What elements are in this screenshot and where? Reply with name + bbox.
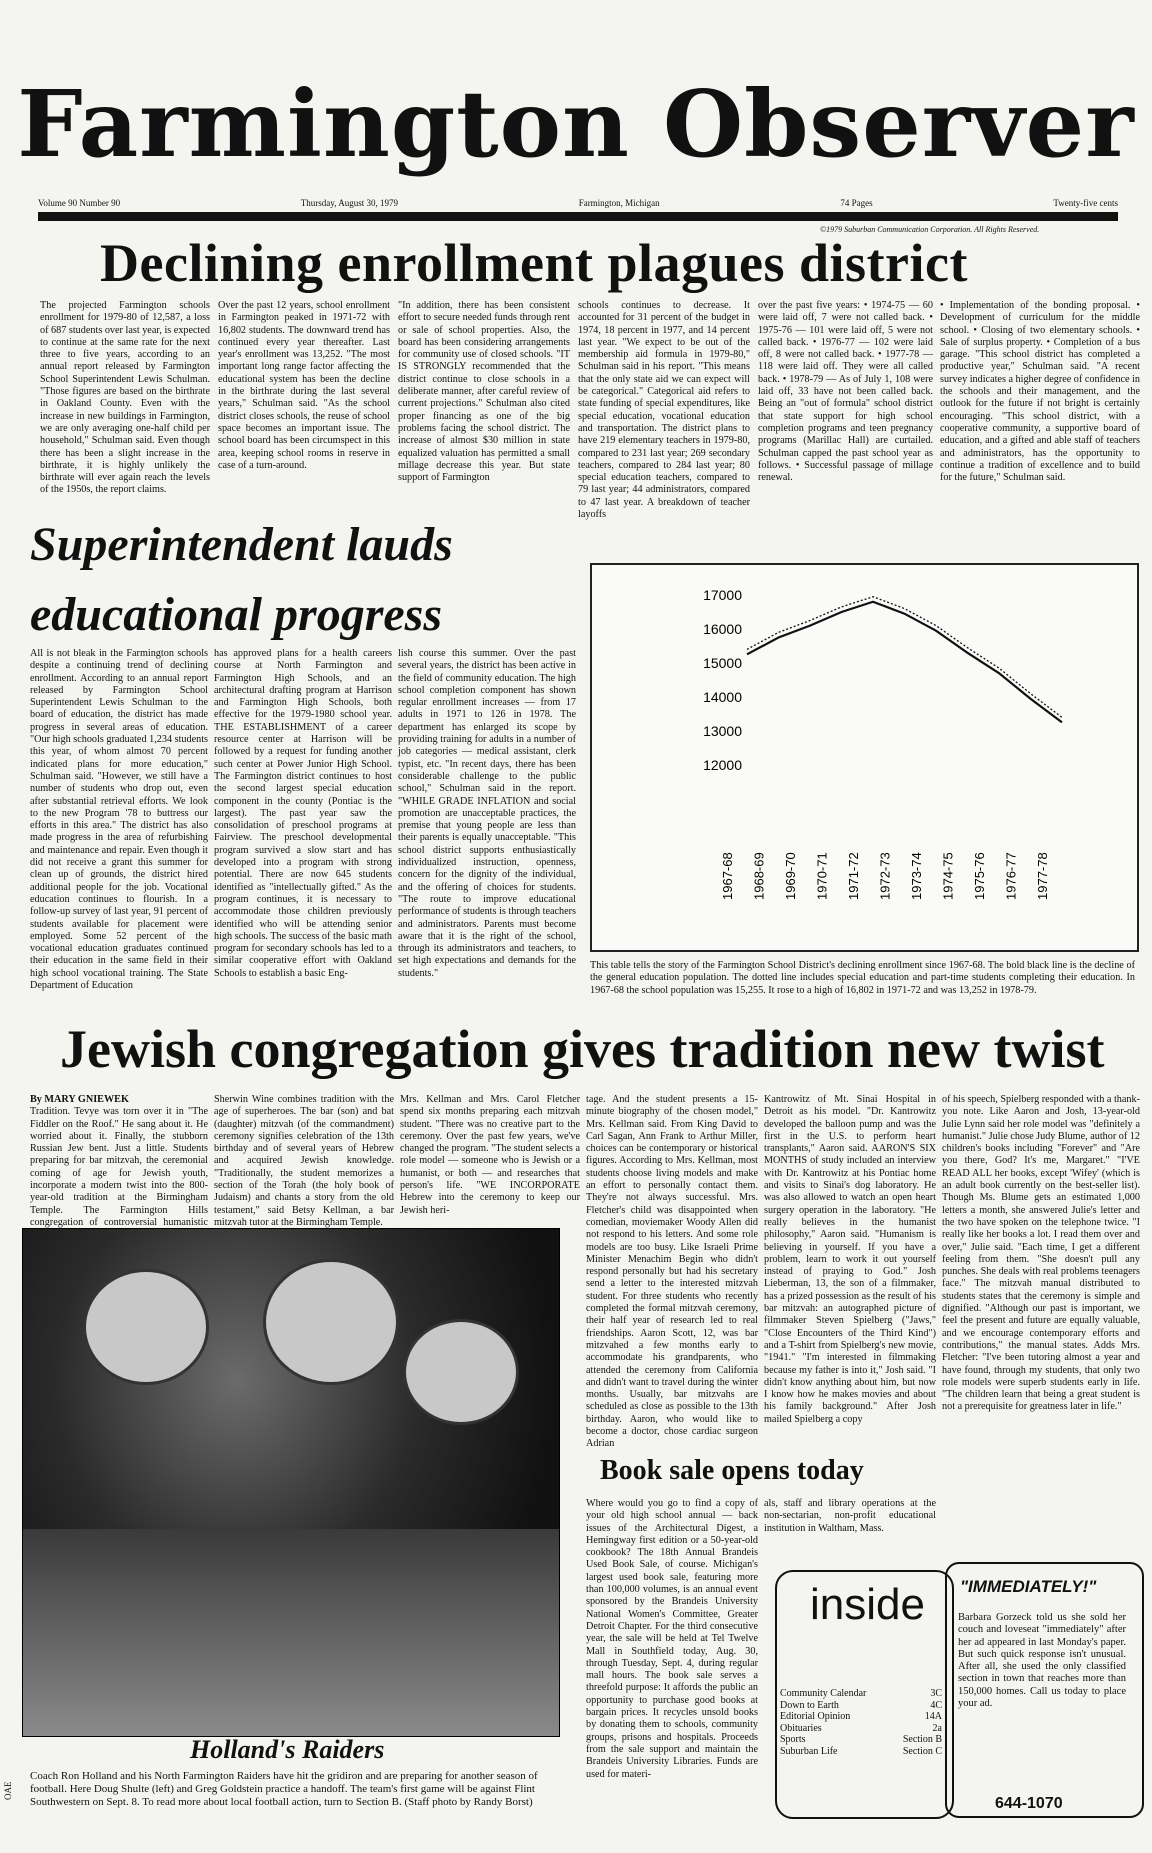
x-tick-label: 1977-78 (1035, 852, 1050, 900)
story3-column-6: of his speech, Spielberg responded with a thank-you note. Like Aaron and Josh, 13-year-old Julie Lynn said her role model was "definitely a humanist." Julie chose Judy Blume, author of 12 children's books including "Forever" and "Are you there, God? It's me, Margaret." "I'VE READ ALL her books, except 'Wifey' (which is an adult book currently on the best-seller list). Though Ms. Blume gets an estimated 1,000 letters a month, she answered Julie's letter and the two have spoken on the telephone twice. "I really like her books a lot. I read them over and over," Julie said. "Each time, I get a different feeling from them. "She doesn't pull any punches. She deals with real problems teenagers face." The mitzvah manual distributed to students states that the ceremony is simple and dignified. "Although our past is important, we feel the present and future are equally valuable, and we encourage contemporary efforts and contributions," the manual states. Adds Mrs. Fletcher: "I've been tutoring almost a year and have found, through my students, that only two role models were superb students early in life. "The children learn that being a great student is not a prerequisite for greatness later in life." (942, 1094, 1140, 1413)
story1-column-3: "In addition, there has been consistent effort to secure needed funds through rent or sale of school properties. Also, the board has been considering arrangements for community use of closed schools. "IT IS STRONGLY recommended that the district continue to close schools in a deliberate manner, after careful review of current projections." Schulman also cited proper financing as one of the big problems facing the school district. The increase of almost $30 million in state equalized valuation has permitted a small millage decrease this year. But state support of Farmington (398, 300, 570, 484)
story4-column-1: Where would you go to find a copy of your old high school annual — back issues of the Architectural Digest, a Hemingway first edition or a 50-year-old cookbook? The 18th Annual Brandeis Used Book Sale, of course. Michigan's largest used book sale, featuring more than 100,000 volumes, is an annual event sponsored by the Brandeis University National Women's Committee, Greater Detroit Chapter. For the third consecutive year, the sale will be held at Tel Twelve Mall in Southfield today, Aug. 30, through Tuesday, Sept. 4, during regular mall hours. The book sale serves a threefold purpose: It affords the public an opportunity to purchase good books at bargain prices. It recycles unsold books by donating them to schools, community groups, prisons and hospitals. Proceeds from the sale support and maintain the Brandeis University Libraries. Funds are used for materi- (586, 1498, 758, 1780)
x-tick-label: 1971-72 (846, 852, 861, 900)
headline-book-sale: Book sale opens today (600, 1455, 864, 1486)
x-tick-label: 1967-68 (720, 852, 735, 900)
story2-column-2: has approved plans for a health careers course at North Farmington and Farmington High Schools, and an architectural drafting program at Harrison and Farmington High Schools, both effective for the 1979-1980 school year. THE ESTABLISHMENT of a career resource center at Harrison will be followed by a request for funding another such center at Power Junior High School. The Farmington district continues to host the second largest special education component in the county (Pontiac is the largest). The past year saw the consolidation of preschool programs at Fairview. The preschool developmental program survived a slow start and has developed into a program with strong potential. There are now 645 students identified as "intellectually gifted." As the program continues, it is necessary to accommodate those children previously identified who will be attending senior high schools. The success of the basic math program for secondary schools has led to a similar cooperative effort with Oakland Schools to establish a basic Eng- (214, 648, 392, 979)
story3-column-1 (30, 1094, 208, 1228)
photo-caption: Coach Ron Holland and his North Farmington Raiders have hit the gridiron and are preparing for another season of football. Here Doug Shulte (left) and Greg Goldstein practice a handoff. The team's first game will be against Flint Southwestern on Sept. 8. To read more about local football action, turn to Section B. (Staff photo by Randy Borst) (30, 1770, 538, 1808)
headline-enrollment: Declining enrollment plagues district (100, 233, 968, 293)
byline: By MARY GNIEWEK (30, 1094, 129, 1105)
story2-column-1: All is not bleak in the Farmington schools despite a continuing trend of declining enrollment. According to an annual report released by Farmington School Superintendent Lewis Schulman to the board of education, the district has made progress in several areas of education. "Our high schools graduated 1,234 students this year, of whom almost 70 percent indicated plans for more education," Schulman said. "However, we still have a number of students who drop out, even after substantial retrieval efforts. We look to the new Program '78 to buttress our efforts in this area." The district has also made progress in the area of refurbishing and maintenance and repair. Even though it did not receive a grant this summer for clean up of grounds, the district hired additional people for the job. Vocational education continues to flourish. In a follow-up survey of last year, 91 percent of students available for placement were employed. Some 52 percent of the vocational education graduates continued their education in the same field in their high school vocational training. The State Department of Education (30, 648, 208, 992)
story1-column-5: over the past five years: • 1974-75 — 60 were laid off, 7 were not called back. • 1975-76 — 101 were laid off, 5 were not called back. • 1976-77 — 102 were laid off, 8 were not called back. • 1977-78 — 118 were laid off. They were all called back. • 1978-79 — As of July 1, 108 were laid off, 33 have not been called back. Being an "out of formula" school district that state support for high school completion programs and teen pregnancy programs (Marillac Hall) are curtailed. Schulman capped the past school year as follows. • Successful passage of millage renewal. (758, 300, 933, 484)
x-tick-label: 1973-74 (909, 852, 924, 900)
inside-label: inside (810, 1580, 925, 1629)
y-tick-label: 17000 (703, 587, 742, 603)
headline-superintendent: Superintendent lauds educational progress (30, 518, 453, 641)
story3-column-5: Kantrowitz of Mt. Sinai Hospital in Detroit as his model. "Dr. Kantrowitz developed the balloon pump and was the first in the U.S. to perform heart transplants," Aaron said. AARON'S SIX MONTHS of study included an interview with Dr. Kantrowitz at his Pontiac home and visits to Sinai's dog laboratory. He was also allowed to watch an open heart surgery operation in the laboratory. "He really believes in the humanist philosophy," Aaron said. "Humanism is believing in yourself. If you have a problem, learn to work it out yourself instead of praying to God." Josh Lieberman, 13, the son of a filmmaker, has a prized possession as the result of his bar mitzvah: an autographed picture of filmmaker Steven Spielberg ("Jaws," "Close Encounters of the Third Kind") and a T-shirt from Spielberg's new movie, "1941." "I'm interested in filmmaking because my father is into it," Josh said. "I didn't know anything about him, but now I know how he makes movies and about his family background." After Josh mailed Spielberg a copy (764, 1094, 936, 1425)
issue-date: Thursday, August 30, 1979 (300, 198, 398, 208)
index-row[interactable]: Sports Section B (780, 1734, 942, 1745)
football-helmet-left (83, 1269, 209, 1385)
x-tick-label: 1970-71 (814, 852, 830, 900)
story1-column-4: schools continues to decrease. It accounted for 31 percent of the budget in 1974, 18 percent in 1977, and 14 percent last year. "We expect to be out of the membership aid formula in 1979-80," Schulman said in his report. "This means that the only state aid we can expect will be categorical." Categorical aid refers to state funding of special expenditures, like special education, vocational education and transportation. The district plans to have 219 elementary teachers in 1979-80, compared to 231 last year; 269 secondary teachers, compared to 284 last year; 80 special education teachers, compared to 79 last year; 44 administrators, compared to 47 last year. A breakdown of teacher layoffs (578, 300, 750, 521)
football-photo (22, 1228, 560, 1737)
headline-jewish-congregation: Jewish congregation gives tradition new twist (60, 1019, 1105, 1079)
x-tick-label: 1968-69 (751, 852, 767, 900)
y-tick-label: 13000 (703, 723, 742, 739)
index-row[interactable]: Down to Earth 4C (780, 1699, 942, 1711)
promo-title: "IMMEDIATELY!" (960, 1577, 1097, 1596)
promo-text: Barbara Gorzeck told us she sold her couch and loveseat "immediately" after her ad appeared in last Monday's paper. But such quick response isn't unusual. After all, she used the only classified section in town that reaches more than 150,000 homes. Call us today to place your ad. (958, 1612, 1126, 1710)
margin-code: OAE (3, 1781, 13, 1800)
y-tick-label: 14000 (703, 689, 742, 705)
x-tick-label: 1969-70 (783, 852, 798, 900)
price: Twenty-five cents (1053, 198, 1118, 208)
story1-column-6: • Implementation of the bonding proposal. • Development of curriculum for the middle school. • Closing of two elementary schools. • Sale of surplus property. • Completion of a bus garage. "This school district has completed a productive year," Schulman said. "A recent survey indicates a higher degree of confidence in the schools and their management, and the outlook for the future if not bright is certainly encouraging. "This school district, with a cooperative community, a supportive board of education, and a gifted and able staff of teachers and administrators, has the opportunity to continue a tradition of excellence and to build for the future," Schulman said. (940, 300, 1140, 484)
story3-column-4: tage. And the student presents a 15-minute biography of the chosen model," Mrs. Kellman said. From King David to Carl Sagan, Ann Frank to Arthur Miller, choices can be contemporary or historical figures. According to Mrs. Kellman, most students choose living models and make an effort to personally contact them. They're not always successful. Mrs. Fletcher's child was disappointed when comedian, moviemaker Woody Allen did not respond to his letters. And some role models are too busy. Like Israeli Prime Minister Menachim Begin who didn't respond personally but had his secretary send a letter to the interested mitzvah student. For three students who recently completed the formal mitzvah ceremony, their half year of research led to real friendships. Aaron Scott, 12, was bar mitzvahed a few months early to accommodate his grandparents, who attended the ceremony from California and didn't want to travel during the winter months. Usually, bar mitzvahs are scheduled as close as possible to the 13th birthday. Aaron, who would like to become a doctor, chose cardiac surgeon Adrian (586, 1094, 758, 1450)
story3-column-1-text: Tradition. Tevye was torn over it in "The Fiddler on the Roof." He sang about it. He worried about it. Finally, the stubborn Russian Jew bent. Just a little. Students preparing for bar mitzvah, the ceremonial coming of age for Jewish youth, incorporate a modern twist into the 800-year-old tradition at the Birmingham Temple. The Farmington Hills congregation of controversial humanistic (30, 1106, 208, 1228)
dateline-location: Farmington, Michigan (578, 198, 660, 208)
index-row[interactable]: Editorial Opinion 14A (780, 1711, 942, 1722)
inside-index-list (780, 1688, 942, 1757)
masthead-infobar (38, 198, 1118, 208)
x-tick-label: 1976-77 (1003, 852, 1019, 900)
y-tick-label: 16000 (703, 621, 742, 637)
promo-phone: 644-1070 (995, 1795, 1063, 1812)
masthead-rule (38, 212, 1118, 221)
story2-column-3: lish course this summer. Over the past several years, the district has been active in the field of community education. The high school completion component has shown regular enrollment increases — from 17 adults in 1971 to 126 in 1978. The department has enlarged its scope by providing training for adults in a number of job categories — medical assistant, clerk typist, etc. "In recent days, there has been considerable challenge to the public school," Schulman said in the report. "WHILE GRADE INFLATION and social promotion are unacceptable practices, the premise that young people are less than their parents is equally unacceptable. "This school district supports enthusiastically individualized instruction, openness, concern for the dignity of the individual, and the offering of choices for students. "The route to improve educational performance of students is through teachers and administrators. Parents must become aware that it is the right of the school, through its administrators and teachers, to set high expectations and demands for the students." (398, 648, 576, 979)
index-row[interactable]: Community Calendar 3C (780, 1688, 942, 1699)
photo-title: Holland's Raiders (190, 1735, 385, 1764)
volume-number: Volume 90 Number 90 (38, 198, 121, 208)
story4-column-2: als, staff and library operations at the non-sectarian, non-profit educational institution in Waltham, Mass. (764, 1498, 936, 1534)
enrollment-line-general (747, 602, 1062, 723)
story3-column-2: Sherwin Wine combines tradition with the age of superheroes. The bar (son) and bat (daughter) mitzvah (of the commandment) ceremony signifies celebration of the 13th birthday and of several years of Hebrew and acquired Jewish knowledge. "Traditionally, the student memorizes a section of the Torah (the holy book of Judaism) and chants a story from the old testament," said Betsy Kellman, a bar mitzvah tutor at the Birmingham Temple. (214, 1094, 394, 1228)
x-tick-label: 1974-75 (940, 852, 956, 900)
x-tick-label: 1975-76 (972, 852, 987, 900)
story1-column-1: The projected Farmington schools enrollment for 1979-80 of 12,587, a loss of 687 students over last year, is expected to continue at the same rate for the next three to five years, according to an annual report released by Farmington School Superintendent Lewis Schulman. "Those figures are based on the birthrate in Oakland County. Even with the increase in new buildings in Farmington, we are only averaging one-half child per household," Schulman said. Even though there has been a slight increase in the birthrate, it is highly unlikely the birthrate will ever again reach the levels of the 1950s, the report claims. (40, 300, 210, 496)
index-row[interactable]: Suburban Life Section C (780, 1745, 942, 1757)
copyright-notice: ©1979 Suburban Communication Corporation. All Rights Reserved. (820, 225, 1040, 234)
football-helmet-right (403, 1319, 519, 1425)
enrollment-chart (590, 563, 1139, 952)
story1-column-2: Over the past 12 years, school enrollment in Farmington peaked in 1971-72 with 16,802 students. The downward trend has continued every year thereafter. Last year's enrollment was 13,252. "The most important long range factor affecting the educational system has been the decline in the birthrate during the last several years," Schulman said. "As the school district closes schools, the reuse of school space becomes an important issue. The school board has been circumspect in this area, keeping school rooms in reserve in case of a turn-around. (218, 300, 390, 471)
index-row[interactable]: Obituaries 2a (780, 1722, 942, 1734)
football-helmet-center (263, 1259, 399, 1385)
page-count: 74 Pages (840, 198, 873, 208)
story3-column-3: Mrs. Kellman and Mrs. Carol Fletcher spend six months preparing each mitzvah student. "There was no creative part to the ceremony. Over the past few years, we've changed the program. "The student selects a role model — someone who is Jewish or a humanist, or both — and researches that person's life. "WE INCORPORATE Hebrew into the ceremony to keep our Jewish heri- (400, 1094, 580, 1216)
field-ground (23, 1529, 559, 1736)
chart-caption: This table tells the story of the Farmington School District's declining enrollment since 1967-68. The bold black line is the decline of the general education population. The dotted line includes special education and part-time students completing their education. In 1967-68 the school population was 15,255. It rose to a high of 16,802 in 1971-72 and was 13,252 in 1978-79. (590, 960, 1135, 996)
newspaper-masthead: Farmington Observer (17, 70, 1135, 178)
y-tick-label: 12000 (703, 757, 742, 773)
enrollment-chart-svg (592, 565, 1137, 950)
y-tick-label: 15000 (703, 655, 742, 671)
x-tick-label: 1972-73 (877, 852, 893, 900)
